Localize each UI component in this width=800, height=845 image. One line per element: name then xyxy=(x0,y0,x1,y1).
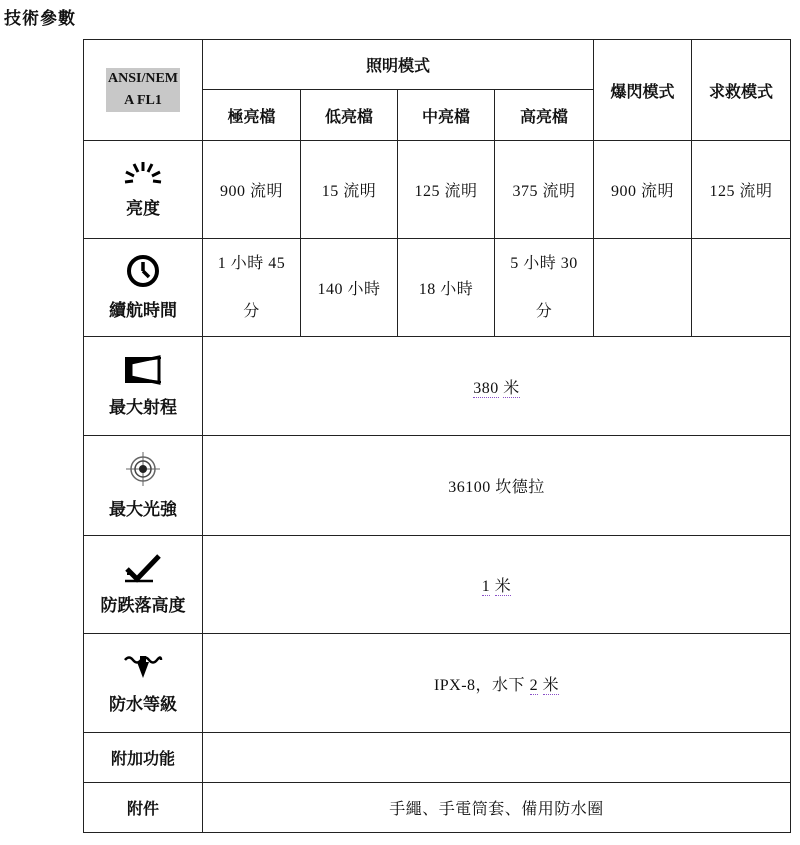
intensity-row xyxy=(84,436,791,536)
brightness-sos-value: 125 流明 xyxy=(692,141,791,239)
impact-number: 1 xyxy=(481,578,491,595)
brightness-mid-value: 125 流明 xyxy=(398,141,495,239)
mode-high-header: 高亮檔 xyxy=(495,90,594,141)
beam-distance-value xyxy=(203,337,791,436)
brightness-row xyxy=(84,141,791,239)
clock-icon xyxy=(126,254,160,288)
mode-turbo-header: 極亮檔 xyxy=(203,90,301,141)
waterproof-number: 2 xyxy=(529,676,539,694)
extra-row xyxy=(84,733,791,783)
waterproof-label: 防水等級 xyxy=(109,694,177,714)
impact-row xyxy=(84,536,791,634)
brightness-low-value: 15 流明 xyxy=(301,141,398,239)
extra-label: 附加功能 xyxy=(84,733,203,783)
beam-distance-label: 最大射程 xyxy=(109,397,177,417)
sos-mode-header: 求救模式 xyxy=(692,40,791,141)
impact-check-icon xyxy=(123,553,163,583)
impact-label: 防跌落高度 xyxy=(100,596,186,615)
beam-distance-row xyxy=(84,337,791,436)
brightness-icon xyxy=(123,160,163,186)
brightness-turbo-value: 900 流明 xyxy=(203,141,301,239)
waterproof-row xyxy=(84,634,791,733)
ansi-header-cell xyxy=(84,40,203,141)
waterproof-prefix: IPX-8，水下 xyxy=(433,676,526,694)
extra-value xyxy=(203,733,791,783)
header-row-1 xyxy=(84,40,791,90)
runtime-low-value: 140 小時 xyxy=(301,239,398,337)
waterproof-label-cell xyxy=(84,634,203,733)
beam-distance-icon xyxy=(123,355,163,385)
runtime-turbo-value xyxy=(203,239,301,337)
brightness-high-value: 375 流明 xyxy=(495,141,594,239)
spec-table xyxy=(83,39,791,833)
impact-value xyxy=(203,536,791,634)
ansi-label: ANSI/NEM A FL1 xyxy=(106,68,180,112)
mode-mid-header: 中亮檔 xyxy=(398,90,495,141)
impact-unit: 米 xyxy=(494,578,512,595)
accessories-value: 手繩、手電筒套、備用防水圈 xyxy=(203,783,791,833)
brightness-label: 亮度 xyxy=(126,199,160,218)
waterproof-icon xyxy=(123,652,163,682)
document-title: 技術參數 xyxy=(4,9,76,28)
brightness-strobe-value: 900 流明 xyxy=(594,141,692,239)
runtime-turbo-line1: 1 小時 45 xyxy=(217,254,286,272)
runtime-sos-value xyxy=(692,239,791,337)
beam-distance-number: 380 xyxy=(473,379,499,397)
impact-label-cell xyxy=(84,536,203,634)
runtime-turbo-line2: 分 xyxy=(243,302,260,320)
target-icon xyxy=(125,451,161,487)
brightness-label-cell xyxy=(84,141,203,239)
intensity-value: 36100 坎德拉 xyxy=(203,436,791,536)
strobe-mode-header: 爆閃模式 xyxy=(594,40,692,141)
runtime-strobe-value xyxy=(594,239,692,337)
intensity-label: 最大光強 xyxy=(109,500,177,519)
lighting-mode-header: 照明模式 xyxy=(203,40,594,90)
waterproof-unit: 米 xyxy=(542,676,560,694)
runtime-high-line2: 分 xyxy=(535,302,553,320)
runtime-mid-value: 18 小時 xyxy=(398,239,495,337)
waterproof-value xyxy=(203,634,791,733)
mode-low-header: 低亮檔 xyxy=(301,90,398,141)
accessories-label: 附件 xyxy=(84,783,203,833)
intensity-label-cell xyxy=(84,436,203,536)
accessories-row xyxy=(84,783,791,833)
beam-distance-label-cell xyxy=(84,337,203,436)
runtime-high-value xyxy=(495,239,594,337)
runtime-label: 續航時間 xyxy=(109,301,177,320)
runtime-high-line1: 5 小時 30 xyxy=(510,254,578,272)
runtime-label-cell xyxy=(84,239,203,337)
beam-distance-unit: 米 xyxy=(503,379,520,397)
runtime-row xyxy=(84,239,791,337)
